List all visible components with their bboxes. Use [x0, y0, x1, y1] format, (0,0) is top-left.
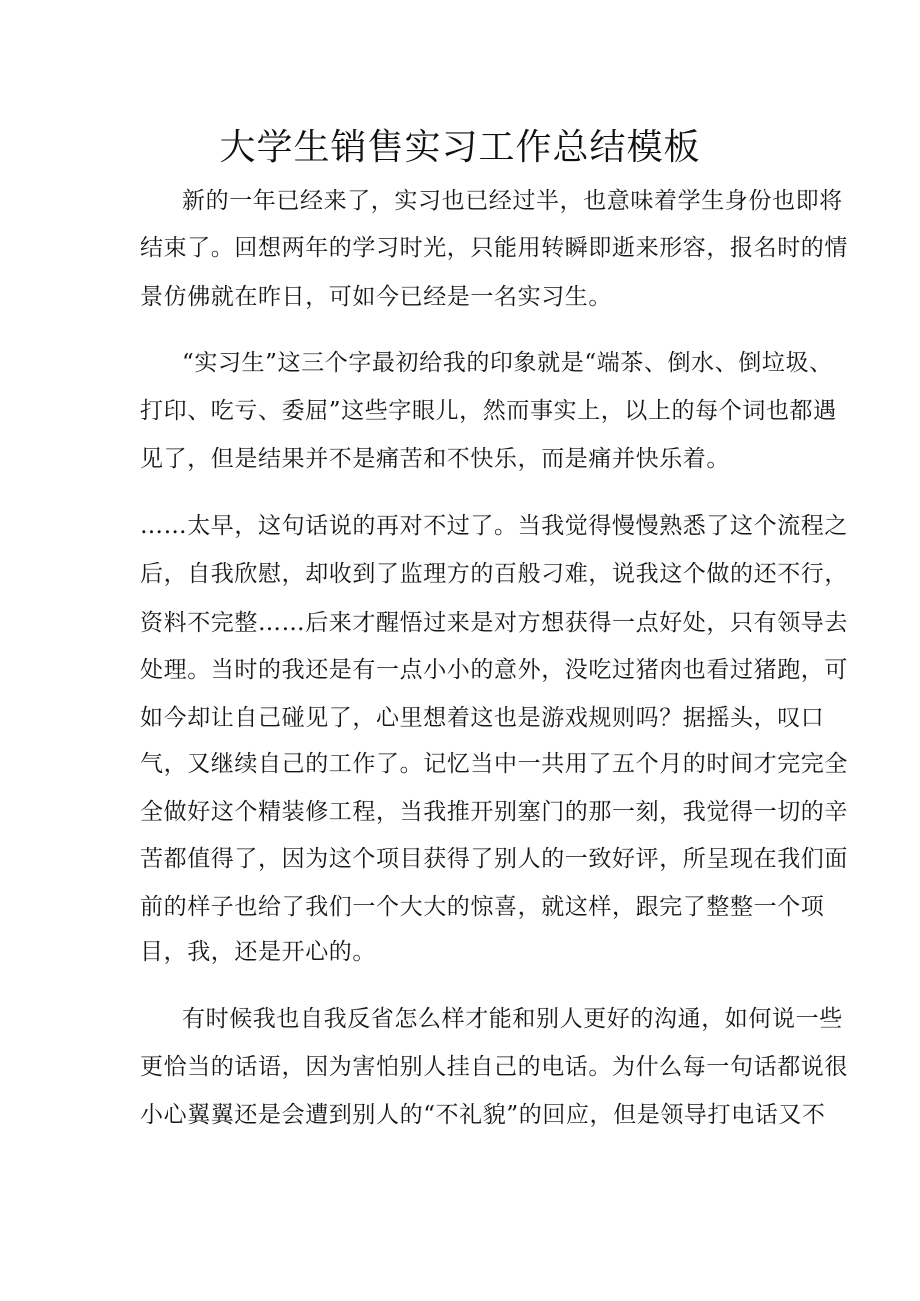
paragraph-line: 气，又继续自己的工作了。记忆当中一共用了五个月的时间才完完全	[140, 751, 848, 777]
paragraph-line: 新的一年已经来了，实习也已经过半，也意味着学生身份也即将	[182, 188, 843, 214]
paragraph-line: 苦都值得了，因为这个项目获得了别人的一致好评，所呈现在我们面	[140, 846, 848, 872]
paragraph-line: 景仿佛就在昨日，可如今已经是一名实习生。	[140, 284, 612, 310]
paragraph-line: 资料不完整……后来才醒悟过来是对方想获得一点好处，只有领导去	[140, 610, 848, 636]
paragraph-line: 打印、吃亏、委屈”这些字眼儿，然而事实上，以上的每个词也都遇	[140, 398, 837, 424]
paragraph-line: 更恰当的话语，因为害怕别人挂自己的电话。为什么每一句话都说很	[140, 1054, 848, 1080]
paragraph-line: 目，我，还是开心的。	[140, 939, 376, 965]
paragraph-line: 结束了。回想两年的学习时光，只能用转瞬即逝来形容，报名时的情	[140, 235, 848, 261]
paragraph-line: 处理。当时的我还是有一点小小的意外，没吃过猪肉也看过猪跑，可	[140, 657, 848, 683]
paragraph-line: 如今却让自己碰见了，心里想着这也是游戏规则吗？据摇头，叹口	[140, 705, 825, 731]
paragraph-line: 有时候我也自我反省怎么样才能和别人更好的沟通，如何说一些	[182, 1006, 843, 1032]
paragraph-line: 小心翼翼还是会遭到别人的“不礼貌”的回应，但是领导打电话又不	[140, 1102, 826, 1128]
paragraph-line: 后，自我欣慰，却收到了监理方的百般刁难，说我这个做的还不行，	[140, 561, 848, 587]
paragraph-line: 见了，但是结果并不是痛苦和不快乐，而是痛并快乐着。	[140, 446, 730, 472]
paragraph-line: “实习生”这三个字最初给我的印象就是“端茶、倒水、倒垃圾、	[182, 350, 833, 376]
paragraph-line: 前的样子也给了我们一个大大的惊喜，就这样，跟完了整整一个项	[140, 894, 825, 920]
paragraph-line: 全做好这个精装修工程，当我推开别塞门的那一刻，我觉得一切的辛	[140, 799, 848, 825]
document-title: 大学生销售实习工作总结模板	[219, 127, 701, 168]
paragraph-line: ……太早，这句话说的再对不过了。当我觉得慢慢熟悉了这个流程之	[140, 513, 848, 539]
